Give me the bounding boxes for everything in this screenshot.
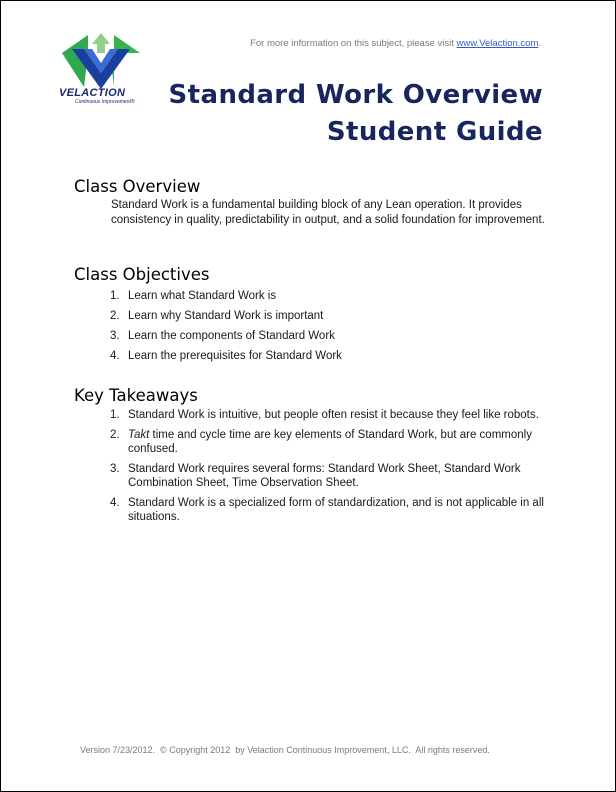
item-text: Standard Work is a specialized form of standardization, and is not applicable in all situations. [128,496,544,523]
copyright-footer: Version 7/23/2012. © Copyright 2012 by Velaction Continuous Improvement, LLC. All rights reserved. [80,745,490,755]
item-text: Learn the prerequisites for Standard Work [128,350,342,362]
item-number: 3. [110,330,120,342]
page-title [169,77,543,151]
item-text: time and cycle time are key elements of Standard Work, but are commonly confused. [128,428,532,455]
takeaways-list [108,408,548,530]
takeaways-heading: Key Takeaways [74,386,198,405]
info-line [250,38,541,49]
website-link[interactable]: www.Velaction.com [456,38,539,49]
objective-item [108,309,548,324]
item-number: 3. [110,462,120,475]
item-number: 4. [110,496,120,509]
item-text: Standard Work requires several forms: Standard Work Sheet, Standard Work Combination Sheet, Time Observation Sheet. [128,462,521,489]
takeaway-item [108,462,548,491]
logo-tagline: Continuous Improvement® [75,99,135,105]
takeaway-item [108,408,548,423]
item-number: 4. [110,350,120,362]
item-text: Learn what Standard Work is [128,290,277,302]
overview-heading: Class Overview [74,177,201,196]
item-text: Standard Work is intuitive, but people often resist it because they feel like robots. [128,409,539,421]
objectives-heading: Class Objectives [74,265,210,284]
overview-text: Standard Work is a fundamental building block of any Lean operation. It provides consistency in quality, predictability in output, and a solid foundation for improvement. [111,199,545,226]
takeaway-item [108,428,548,457]
info-prefix: For more information on this subject, please visit [250,38,457,49]
item-number: 2. [110,428,120,441]
item-emphasis: Takt [128,428,150,441]
title-line-1: Standard Work Overview [168,80,543,110]
item-text: Learn why Standard Work is important [128,310,324,322]
title-line-2: Student Guide [326,117,543,147]
item-number: 1. [110,290,120,302]
item-text: Learn the components of Standard Work [128,330,335,342]
item-number: 1. [110,409,120,421]
info-suffix: . [538,38,541,49]
takeaway-item [108,496,548,525]
objective-item [108,289,548,304]
objective-item [108,329,548,344]
item-number: 2. [110,310,120,322]
objective-item [108,349,548,364]
logo-wordmark: VELACTION [59,87,126,99]
logo-mark-icon [58,33,148,93]
objectives-list [108,289,548,369]
